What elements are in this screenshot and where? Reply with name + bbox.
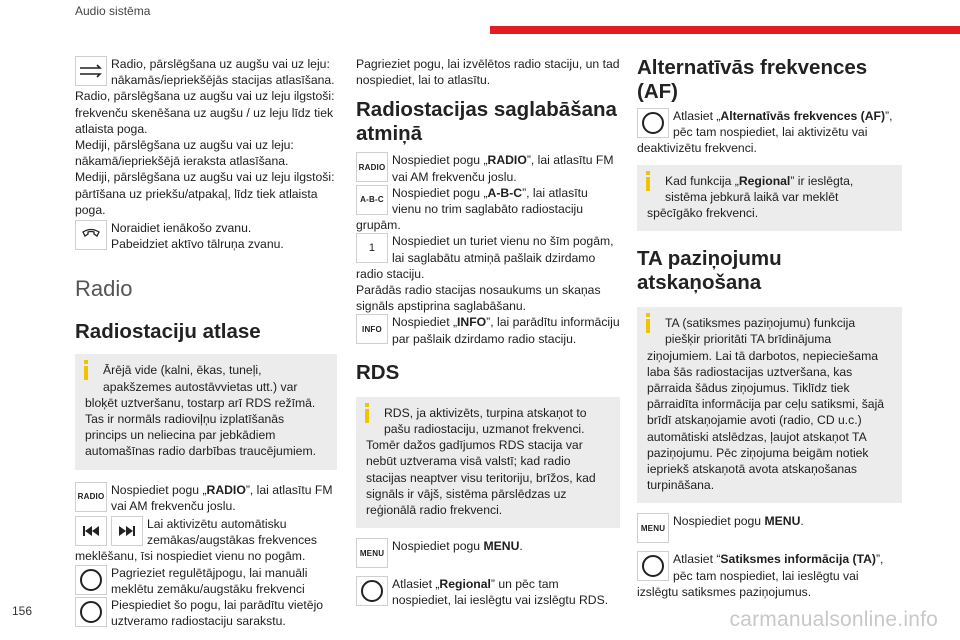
save-step3-cont: radio staciju.	[356, 266, 425, 281]
info-suffix: ”, lai parādītu informāciju par pašlaik dzirdamo radio staciju.	[392, 315, 620, 346]
info-button-icon: INFO	[356, 314, 388, 344]
abc-button-icon: A-B-C	[356, 185, 388, 215]
radio-keyword: RADIO	[206, 482, 246, 497]
reception-note-line2: bloķēt uztveršanu, tostarp arī RDS režīmā. Tas ir normāls radioviļņu izplatīšanās princips un neliecina par jebkādiem automašīnas radio darbības traucējumiem.	[85, 395, 317, 459]
save-step2-suffix: ”, lai atlasītu vienu no trim saglabāto radiostaciju	[392, 185, 588, 217]
ta-toggle-keyword: Satiksmes informācija (TA)	[720, 552, 876, 567]
regional-keyword: Regional	[439, 577, 491, 592]
rds-note-line2: Tomēr dažos gadījumos RDS stacija var nebūt uztverama visā valstī; kad radio stacijas neaptver visu teritoriju, brīžos, kad signāls ir vājš, sistēma pārslēdzas uz reģionālā radio frekvenci.	[366, 438, 596, 518]
menu-button-icon: MENU	[356, 538, 388, 568]
dial-knob-icon	[75, 597, 107, 627]
rds-note-line1: RDS, ja aktivizēts, turpina atskaņot to pašu radiostaciju, uzmanot frekvenci.	[384, 405, 587, 437]
af-prefix: Atlasiet „	[673, 109, 721, 123]
dial-knob-icon	[637, 108, 669, 138]
ta-title: TA paziņojumu atskaņošana	[637, 247, 782, 295]
save-step3-text: Nospiediet un turiet vienu no šīm pogām, lai saglabātu atmiņā pašlaik dzirdamo	[392, 234, 614, 265]
rds-note	[356, 397, 620, 528]
header-accent-bar	[490, 26, 960, 34]
radio-long-press-text: Radio, pārslēgšana uz augšu vai uz leju ilgstoši: frekvenču skenēšana uz augšu / uz leju līdz tiek atlaista poga.	[75, 89, 335, 136]
media-long-press-text: Mediji, pārslēgšana uz augšu vai uz leju ilgstoši: pārtīšana uz priekšu/atpakaļ, līdz tiek atlaista poga.	[75, 170, 335, 217]
manual-tune-text: Pagrieziet regulētājpogu, lai manuāli meklētu zemāku/augstāku frekvenci	[111, 565, 308, 596]
radio-button-icon: RADIO	[75, 482, 107, 512]
station-list-text: Piespiediet šo pogu, lai parādītu vietējo uztveramo radiostaciju sarakstu.	[111, 598, 324, 629]
ta-toggle-suffix: ”, pēc tam nospiediet, lai ieslēgtu vai	[673, 552, 884, 583]
ta-toggle-cont: izslēgtu satiksmes paziņojumus.	[637, 584, 812, 599]
af-suffix: ”, pēc tam nospiediet, lai aktivizētu vai	[673, 109, 893, 140]
ta-note-line2: ziņojumiem. Lai tā darbotos, nepieciešama laba šās radiostacijas uztveršana, kas pārraida šādus ziņojumus. Tiklīdz tiek pārraidīta informācija par ceļu satiksmi, šajā brīdī atskaņojamie avoti (radio, CD u.c.) automātiski atslēdzas, ļaujot atskaņot TA paziņojumu. Pēc ziņojuma beigām notiek iepriekš atskaņotā avota atskaņošanas turpināšana.	[647, 348, 885, 493]
radio-band-instruction	[75, 482, 337, 514]
station-list-instruction	[75, 597, 337, 629]
af-note	[637, 165, 902, 232]
radio-button-icon: RADIO	[356, 152, 388, 182]
regional-prefix: Atlasiet „	[392, 577, 440, 592]
column-3	[637, 56, 902, 600]
af-cont: deaktivizētu frekvenci.	[637, 141, 757, 156]
steering-switch-icon	[75, 56, 107, 86]
switch-text-b: nākamās/iepriekšējās stacijas atlasīšana.	[111, 73, 335, 88]
reception-note-line1: Ārējā vide (kalni, ēkas, tuneļi, apakšzemes autostāvvietas utt.) var	[103, 363, 298, 394]
save-station-title: Radiostacijas saglabāšana atmiņā	[356, 98, 617, 146]
rds-menu-prefix: Nospiediet pogu	[392, 539, 484, 554]
reception-note	[75, 354, 337, 469]
af-note-suffix: ” ir ieslēgta, sistēma jebkurā laikā var meklēt	[665, 173, 854, 204]
info-instruction	[356, 314, 620, 346]
info-marker-icon	[365, 409, 369, 423]
save-step1-keyword: RADIO	[487, 153, 527, 168]
page-number: 156	[12, 604, 33, 618]
ta-note-line1: TA (satiksmes paziņojumu) funkcija piešķir prioritāti TA brīdinājuma	[665, 316, 856, 347]
save-step1-suffix: ”, lai atlasītu FM vai AM frekvenču joslu.	[392, 153, 614, 184]
save-step-radio	[356, 152, 620, 184]
info-marker-icon	[84, 366, 88, 380]
rds-title: RDS	[356, 360, 400, 384]
rds-menu-keyword: MENU	[483, 539, 520, 554]
column-1	[75, 56, 337, 629]
seek-text-1: Lai aktivizētu automātisku zemākas/augstākas frekvences	[147, 517, 318, 548]
media-switch-text: Mediji, pārslēgšana uz augšu vai uz leju: nākamā/iepriekšējā ieraksta atlasīšana.	[75, 138, 294, 169]
regional-suffix: ” un pēc tam nospiediet, lai ieslēgtu vai izslēgtu RDS.	[392, 577, 609, 608]
phone-hangup-icon	[75, 220, 107, 250]
switch-up-down-instruction	[75, 56, 337, 88]
manual-tune-instruction	[75, 565, 337, 597]
switch-text-a: Radio, pārslēgšana uz augšu vai uz leju:	[111, 57, 330, 71]
dial-knob-icon	[75, 565, 107, 595]
seek-instruction	[75, 516, 337, 548]
save-confirm-text: Parādās radio stacijas nosaukums un skaņas signāls apstiprina saglabāšanu.	[356, 283, 601, 314]
dial-knob-icon	[637, 551, 669, 581]
info-marker-icon	[646, 319, 650, 333]
call-end-text: Pabeidziet aktīvo tālruņa zvanu.	[111, 237, 284, 252]
ta-note	[637, 307, 902, 503]
ta-toggle-prefix: Atlasiet “	[673, 552, 721, 567]
ta-toggle-instruction	[637, 551, 902, 583]
select-station-text: Pagrieziet pogu, lai izvēlētos radio staciju, un tad nospiediet, lai to atlasītu.	[356, 57, 620, 88]
seek-text-2: meklēšanu, īsi nospiediet vienu no pogām.	[75, 549, 306, 564]
af-note-prefix: Kad funkcija „	[665, 173, 739, 188]
seek-back-icon	[75, 516, 107, 546]
station-selection-title: Radiostaciju atlase	[75, 320, 261, 344]
ta-menu-suffix: .	[800, 514, 804, 529]
menu-button-icon: MENU	[637, 513, 669, 543]
preset-button-icon: 1	[356, 233, 388, 263]
call-reject-text: Noraidiet ienākošo zvanu.	[111, 221, 252, 236]
radio-section-title: Radio	[75, 276, 133, 302]
ta-menu-instruction	[637, 513, 902, 543]
save-step2-cont: grupām.	[356, 218, 401, 233]
af-note-cont: spēcīgāko frekvenci.	[647, 206, 759, 221]
save-step2-prefix: Nospiediet pogu „	[392, 185, 488, 200]
press-suffix: ”, lai atlasītu FM vai AM frekvenču joslu.	[111, 482, 333, 513]
save-step2-keyword: A-B-C	[487, 185, 523, 200]
call-instruction	[75, 220, 337, 252]
column-2	[356, 56, 620, 609]
rds-menu-suffix: .	[519, 539, 523, 554]
dial-knob-icon	[356, 576, 388, 606]
watermark: carmanualsonline.info	[729, 608, 938, 631]
regional-instruction	[356, 576, 620, 608]
af-keyword: Alternatīvās frekvences (AF)	[720, 109, 886, 123]
ta-menu-keyword: MENU	[764, 514, 801, 529]
af-note-keyword: Regional	[738, 173, 791, 188]
seek-forward-icon	[111, 516, 143, 546]
info-keyword: INFO	[457, 315, 487, 330]
rds-menu-instruction	[356, 538, 620, 568]
save-step-preset	[356, 233, 620, 265]
ta-menu-prefix: Nospiediet pogu	[673, 514, 765, 529]
press-prefix: Nospiediet pogu „	[111, 482, 207, 497]
save-step1-prefix: Nospiediet pogu „	[392, 153, 488, 168]
running-header: Audio sistēma	[75, 4, 151, 18]
info-prefix: Nospiediet „	[392, 315, 458, 330]
af-title: Alternatīvās frekvences (AF)	[637, 56, 868, 103]
af-instruction	[637, 108, 902, 140]
save-step-abc	[356, 185, 620, 217]
info-marker-icon	[646, 177, 650, 191]
